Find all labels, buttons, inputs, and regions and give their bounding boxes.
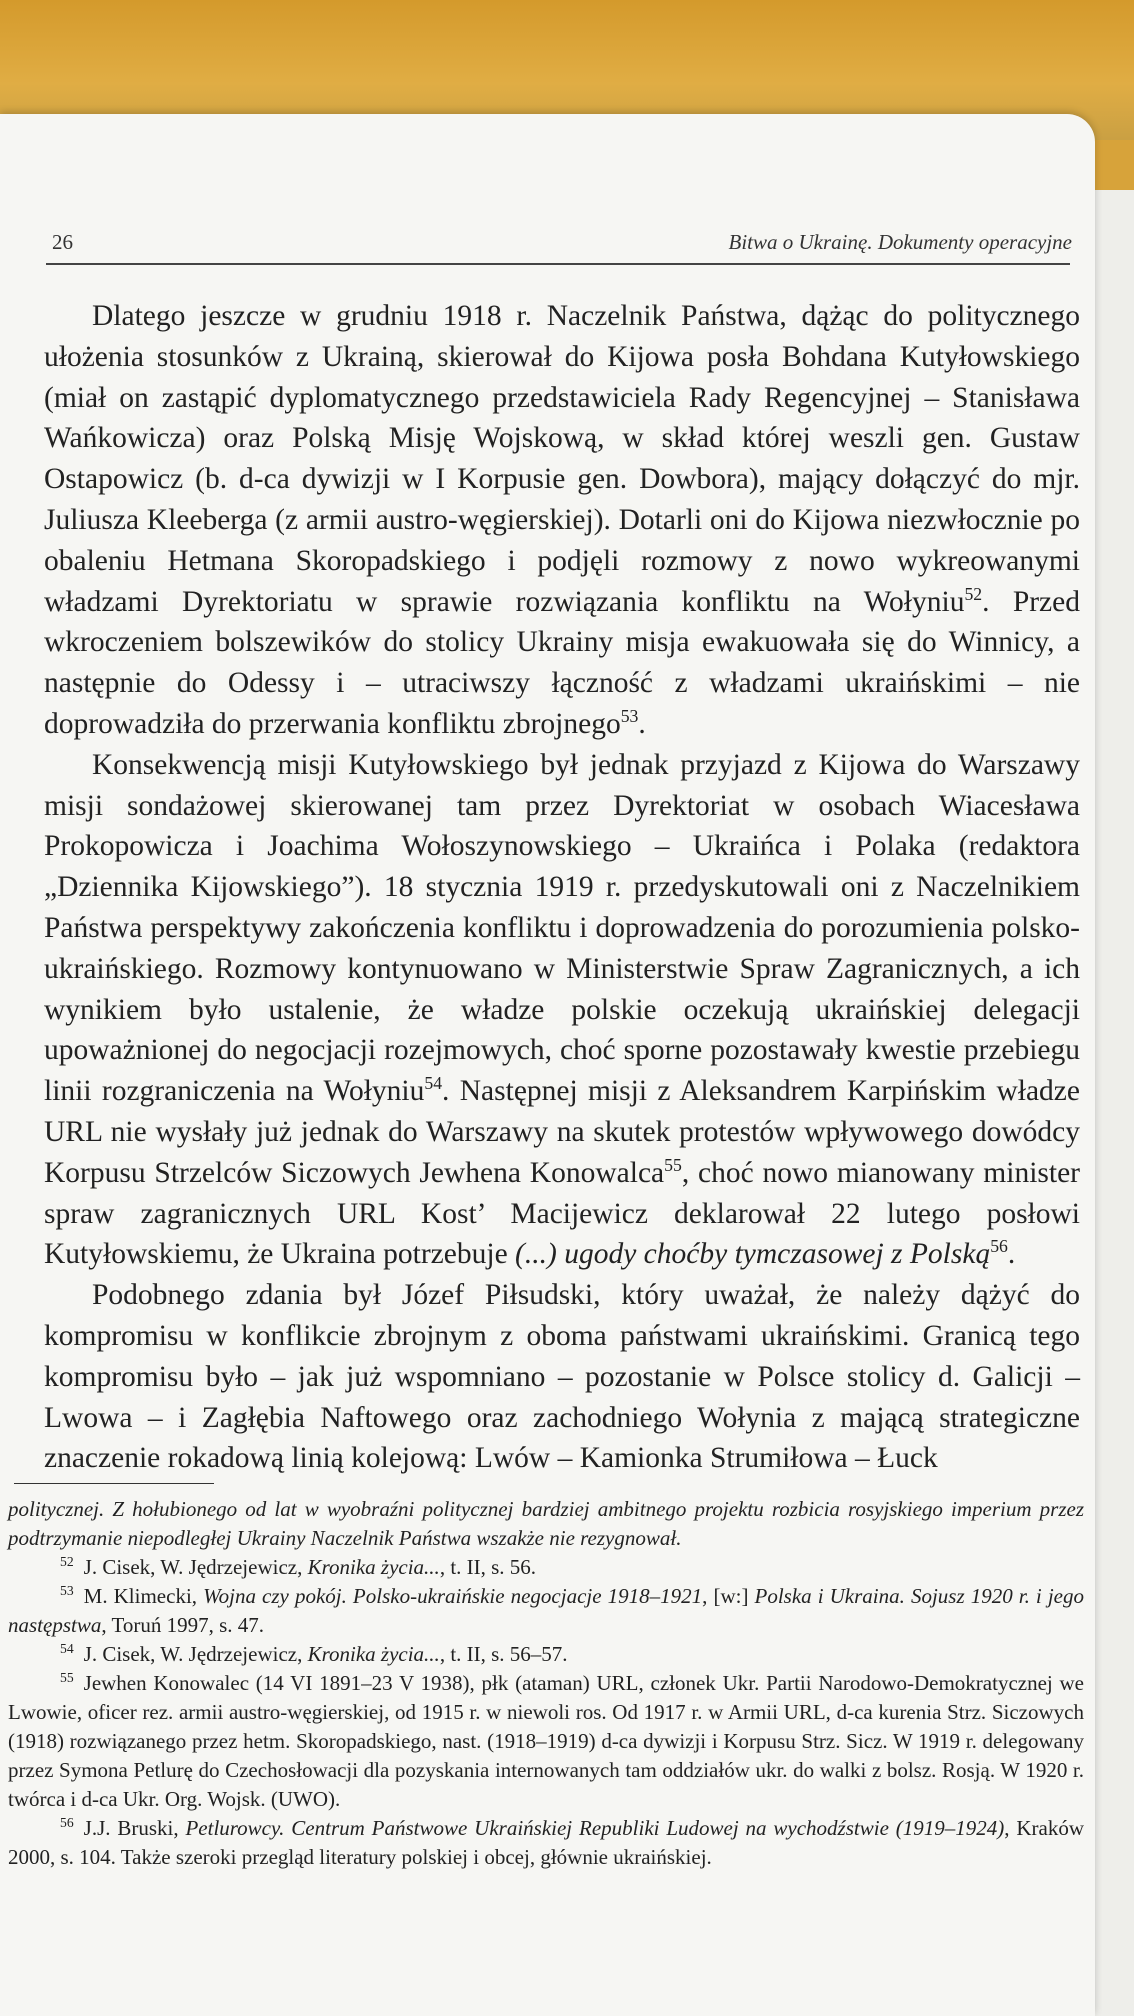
footnote-52: $^{52}$ J. Cisek, W. Jędrzejewicz, Kronika życia..., t. II, s. 56. <box>60 1554 537 1579</box>
main-text <box>44 296 1080 1479</box>
footnote-55: $^{55}$ Jewhen Konowalec (14 VI 1891–23 V 1938), płk (ataman) URL, członek Ukr. Partii Narodowo-Demokratycznej we Lwowie, oficer rez. armii austro-węgierskiej, od 1915 r. w niewoli ros. Od 1917 r. w Armii URL, d-ca kurenia Strz. Siczowych (1918) rozwiązanego przez hetm. Skoropadskiego, nast. (1918–1919) d-ca dywizji i Korpusu Strz. Sicz. W 1919 r. delegowany przez Symona Petlurę do Czechosłowacji dla pozyskania internowanych tam oddziałów ukr. do walki z bolsz. Rosją. W 1920 r. twórca i d-ca Ukr. Org. Wojsk. (UWO). <box>8 1670 1084 1811</box>
paragraph-3: Podobnego zdania był Józef Piłsudski, który uważał, że należy dążyć do kompromisu w konflikcie zbrojnym z oboma państwami ukraińskimi. Granicą tego kompromisu było – jak już wspomniano – pozostanie w Polsce stolicy d. Galicji – Lwowa – i Zagłębia Naftowego oraz zachodniego Wołynia z mającą strategiczne znaczenie rokadową linią kolejową: Lwów – Kamionka Strumiłowa – Łuck <box>44 1279 1080 1475</box>
header-rule <box>46 263 1070 265</box>
footnote-54: $^{54}$ J. Cisek, W. Jędrzejewicz, Kronika życia..., t. II, s. 56–57. <box>60 1641 568 1666</box>
footnote-ref-56: 56 <box>990 1236 1008 1257</box>
running-title: Bitwa o Ukrainę. Dokumenty operacyjne <box>728 230 1072 254</box>
footnote-ref-54: 54 <box>424 1073 443 1094</box>
paragraph-1: Dlatego jeszcze w grudniu 1918 r. Naczelnik Państwa, dążąc do politycznego ułożenia stosunków z Ukrainą, skierował do Kijowa posła Bohdana Kutyłowskiego (miał on zastąpić dyplomatycznego przedstawiciela Rady Regencyjnej – Stanisława Wańkowicza) oraz Polską Misję Wojskową, w skład której weszli gen. Gustaw Ostapowicz (b. d-ca dywizji w I Korpusie gen. Dowbora), mający dołączyć do mjr. Juliusza Kleeberga (z armii austro-węgierskiej). Dotarli oni do Kijowa niezwłocznie po obaleniu Hetmana Skoropadskiego i podjęli rozmowy z nowo wykreowanymi władzami Dyrektoriatu w sprawie rozwiązania konfliktu na Wołyniu$^{52}$. Przed wkroczeniem bolszewików do stolicy Ukrainy misja ewakuowała się do Winnicy, a następnie do Odessy i – utraciwszy łączność z władzami ukraińskimi – nie doprowadziła do przerwania konfliktu zbrojnego$^{53}$. <box>44 300 1080 740</box>
running-head <box>52 230 1072 266</box>
footnote-53: $^{53}$ M. Klimecki, Wojna czy pokój. Polsko-ukraińskie negocjacje 1918–1921, [w:] Polska i Ukraina. Sojusz 1920 r. i jego następstwa, Toruń 1997, s. 47. <box>8 1583 1084 1637</box>
paragraph-2: Konsekwencją misji Kutyłowskiego był jednak przyjazd z Kijowa do Warszawy misji sondażowej skierowanej tam przez Dyrektoriat w osobach Wiacesława Prokopowicza i Joachima Wołoszynowskiego – Ukraińca i Polaka (redaktora „Dziennika Kijowskiego”). 18 stycznia 1919 r. przedyskutowali oni z Naczelnikiem Państwa perspektywy zakończenia konfliktu i doprowadzenia do porozumienia polsko-ukraińskiego. Rozmowy kontynuowano w Ministerstwie Spraw Zagranicznych, a ich wynikiem było ustalenie, że władze polskie oczekują ukraińskiej delegacji upoważnionej do negocjacji rozejmowych, choć sporne pozostawały kwestie przebiegu linii rozgraniczenia na Wołyniu$^{54}$. Następnej misji z Aleksandrem Karpińskim władze URL nie wysłały już jednak do Warszawy na skutek protestów wpływowego dowódcy Korpusu Strzelców Siczowych Jewhena Konowalca$^{55}$, choć nowo mianowany minister spraw zagranicznych URL Kost’ Macijewicz deklarował 22 lutego posłowi Kutyłowskiemu, że Ukraina potrzebuje (...) ugody choćby tymczasowej z Polską$^{56}$. <box>44 748 1080 1271</box>
footnote-continuation: politycznej. Z hołubionego od lat w wyobraźni politycznej bardziej ambitnego projektu rozbicia rosyjskiego imperium przez podtrzymanie niepodległej Ukrainy Naczelnik Państwa wszakże nie rezygnował. <box>8 1497 1084 1550</box>
footnote-56: $^{56}$ J.J. Bruski, Petlurowcy. Centrum Państwowe Ukraińskiej Republiki Ludowej na wychodźstwie (1919–1924), Kraków 2000, s. 104. Także szeroki przegląd literatury polskiej i obcej, głównie ukraińskiej. <box>8 1815 1084 1869</box>
footnotes <box>8 1495 1084 1872</box>
next-page-edge <box>1093 190 1134 2016</box>
footnote-ref-55: 55 <box>664 1154 682 1175</box>
footnote-rule <box>14 1483 214 1484</box>
footnote-ref-52: 52 <box>964 583 983 604</box>
footnote-ref-53: 53 <box>620 706 639 727</box>
page-number: 26 <box>52 230 73 254</box>
